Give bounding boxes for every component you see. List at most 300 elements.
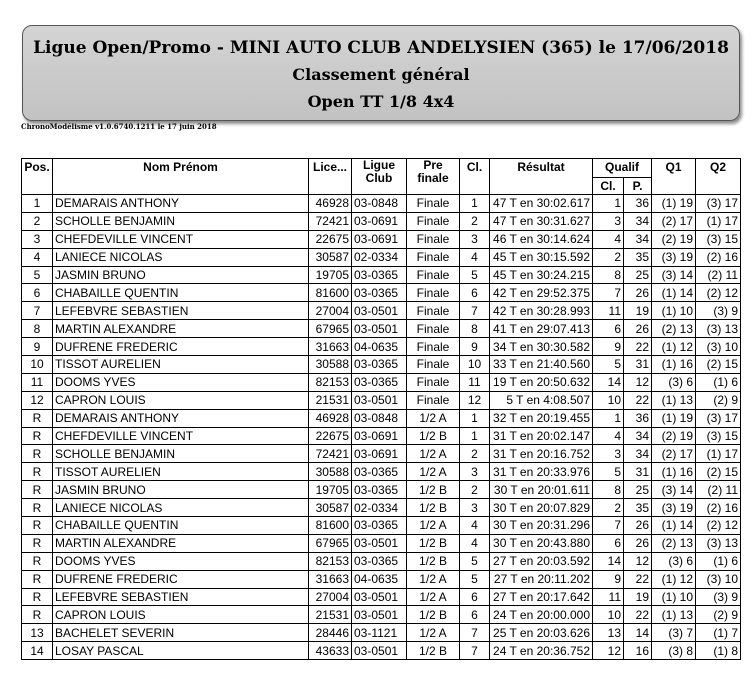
cell-prefinal: 1/2 A bbox=[407, 570, 460, 588]
cell-cl: 4 bbox=[460, 248, 490, 266]
cell-pos: R bbox=[22, 552, 53, 570]
table-row bbox=[22, 212, 741, 230]
cell-qualif-cl: 11 bbox=[593, 588, 624, 606]
cell-name: LANIECE NICOLAS bbox=[53, 248, 309, 266]
cell-name: MARTIN ALEXANDRE bbox=[53, 534, 309, 552]
cell-club: 03-0691 bbox=[352, 445, 407, 463]
table-row bbox=[22, 391, 741, 409]
cell-q2: (2) 16 bbox=[696, 248, 741, 266]
cell-result: 41 T en 29:07.413 bbox=[490, 320, 593, 338]
cell-prefinal: 1/2 B bbox=[407, 481, 460, 499]
cell-pos: 6 bbox=[22, 284, 53, 302]
cell-pos: 1 bbox=[22, 195, 53, 213]
cell-qualif-p: 34 bbox=[624, 445, 652, 463]
cell-name: LOSAY PASCAL bbox=[53, 642, 309, 660]
cell-club: 03-0501 bbox=[352, 320, 407, 338]
cell-q2: (3) 10 bbox=[696, 338, 741, 356]
cell-pos: 4 bbox=[22, 248, 53, 266]
cell-qualif-cl: 4 bbox=[593, 230, 624, 248]
cell-cl: 8 bbox=[460, 320, 490, 338]
col-licence: Lice... bbox=[309, 159, 352, 195]
cell-qualif-p: 36 bbox=[624, 195, 652, 213]
cell-result: 27 T en 20:11.202 bbox=[490, 570, 593, 588]
cell-club: 03-0365 bbox=[352, 356, 407, 374]
report-subtitle: Classement général bbox=[292, 65, 470, 84]
cell-result: 45 T en 30:15.592 bbox=[490, 248, 593, 266]
cell-prefinal: Finale bbox=[407, 230, 460, 248]
cell-q2: (2) 12 bbox=[696, 284, 741, 302]
cell-result: 42 T en 29:52.375 bbox=[490, 284, 593, 302]
cell-pos: 9 bbox=[22, 338, 53, 356]
cell-qualif-cl: 7 bbox=[593, 284, 624, 302]
cell-qualif-cl: 5 bbox=[593, 463, 624, 481]
cell-result: 30 T en 20:07.829 bbox=[490, 499, 593, 517]
cell-qualif-cl: 7 bbox=[593, 517, 624, 535]
cell-cl: 10 bbox=[460, 356, 490, 374]
cell-q1: (1) 10 bbox=[652, 302, 696, 320]
cell-qualif-p: 14 bbox=[624, 624, 652, 642]
cell-club: 04-0635 bbox=[352, 338, 407, 356]
cell-qualif-p: 25 bbox=[624, 481, 652, 499]
cell-prefinal: Finale bbox=[407, 373, 460, 391]
cell-licence: 30587 bbox=[309, 248, 352, 266]
table-row bbox=[22, 284, 741, 302]
cell-prefinal: Finale bbox=[407, 338, 460, 356]
cell-cl: 11 bbox=[460, 373, 490, 391]
cell-pos: 13 bbox=[22, 624, 53, 642]
cell-club: 04-0635 bbox=[352, 570, 407, 588]
cell-q2: (1) 6 bbox=[696, 552, 741, 570]
cell-prefinal: 1/2 B bbox=[407, 427, 460, 445]
cell-club: 03-0691 bbox=[352, 212, 407, 230]
cell-licence: 82153 bbox=[309, 373, 352, 391]
cell-prefinal: 1/2 A bbox=[407, 445, 460, 463]
cell-cl: 1 bbox=[460, 427, 490, 445]
cell-name: LEFEBVRE SEBASTIEN bbox=[53, 588, 309, 606]
report-category: Open TT 1/8 4x4 bbox=[307, 92, 455, 111]
cell-club: 03-1121 bbox=[352, 624, 407, 642]
software-credit: ChronoModélisme v1.0.6740.1211 le 17 juin 2018 bbox=[21, 122, 217, 131]
table-row bbox=[22, 373, 741, 391]
cell-licence: 22675 bbox=[309, 230, 352, 248]
cell-club: 03-0501 bbox=[352, 391, 407, 409]
cell-club: 03-0365 bbox=[352, 517, 407, 535]
cell-cl: 1 bbox=[460, 195, 490, 213]
cell-prefinal: Finale bbox=[407, 320, 460, 338]
cell-result: 30 T en 20:31.296 bbox=[490, 517, 593, 535]
cell-result: 19 T en 20:50.632 bbox=[490, 373, 593, 391]
table-row bbox=[22, 588, 741, 606]
cell-licence: 43633 bbox=[309, 642, 352, 660]
cell-licence: 72421 bbox=[309, 445, 352, 463]
cell-prefinal: 1/2 B bbox=[407, 642, 460, 660]
cell-result: 24 T en 20:36.752 bbox=[490, 642, 593, 660]
cell-prefinal: 1/2 B bbox=[407, 534, 460, 552]
cell-cl: 5 bbox=[460, 552, 490, 570]
cell-q2: (3) 17 bbox=[696, 195, 741, 213]
cell-q2: (2) 12 bbox=[696, 517, 741, 535]
cell-prefinal: Finale bbox=[407, 212, 460, 230]
cell-result: 45 T en 30:24.215 bbox=[490, 266, 593, 284]
cell-result: 47 T en 30:31.627 bbox=[490, 212, 593, 230]
cell-licence: 28446 bbox=[309, 624, 352, 642]
cell-prefinal: 1/2 B bbox=[407, 499, 460, 517]
cell-licence: 81600 bbox=[309, 517, 352, 535]
col-qualif-p: P. bbox=[624, 178, 652, 195]
cell-licence: 21531 bbox=[309, 606, 352, 624]
cell-qualif-p: 26 bbox=[624, 320, 652, 338]
cell-qualif-p: 31 bbox=[624, 356, 652, 374]
cell-q1: (1) 13 bbox=[652, 606, 696, 624]
cell-pos: R bbox=[22, 606, 53, 624]
cell-prefinal: Finale bbox=[407, 248, 460, 266]
cell-pos: 12 bbox=[22, 391, 53, 409]
cell-qualif-p: 19 bbox=[624, 588, 652, 606]
cell-q1: (3) 8 bbox=[652, 642, 696, 660]
cell-qualif-cl: 6 bbox=[593, 320, 624, 338]
cell-result: 31 T en 20:33.976 bbox=[490, 463, 593, 481]
table-row bbox=[22, 463, 741, 481]
table-row bbox=[22, 499, 741, 517]
cell-club: 02-0334 bbox=[352, 248, 407, 266]
cell-q2: (2) 15 bbox=[696, 356, 741, 374]
cell-q1: (2) 19 bbox=[652, 230, 696, 248]
cell-qualif-p: 26 bbox=[624, 517, 652, 535]
cell-q2: (3) 17 bbox=[696, 409, 741, 427]
cell-q2: (2) 11 bbox=[696, 481, 741, 499]
cell-cl: 12 bbox=[460, 391, 490, 409]
cell-prefinal: Finale bbox=[407, 356, 460, 374]
cell-q1: (1) 12 bbox=[652, 338, 696, 356]
table-row bbox=[22, 356, 741, 374]
cell-q1: (1) 16 bbox=[652, 463, 696, 481]
cell-club: 03-0501 bbox=[352, 534, 407, 552]
cell-prefinal: Finale bbox=[407, 302, 460, 320]
cell-cl: 3 bbox=[460, 230, 490, 248]
cell-qualif-cl: 10 bbox=[593, 391, 624, 409]
cell-club: 03-0848 bbox=[352, 195, 407, 213]
cell-name: DEMARAIS ANTHONY bbox=[53, 409, 309, 427]
cell-q1: (2) 13 bbox=[652, 534, 696, 552]
cell-qualif-p: 26 bbox=[624, 284, 652, 302]
table-row bbox=[22, 517, 741, 535]
col-result: Résultat bbox=[490, 159, 593, 195]
cell-qualif-cl: 11 bbox=[593, 302, 624, 320]
cell-q2: (2) 9 bbox=[696, 391, 741, 409]
cell-licence: 31663 bbox=[309, 338, 352, 356]
cell-qualif-p: 12 bbox=[624, 373, 652, 391]
cell-name: CHEFDEVILLE VINCENT bbox=[53, 230, 309, 248]
cell-cl: 6 bbox=[460, 588, 490, 606]
cell-name: DUFRENE FREDERIC bbox=[53, 338, 309, 356]
cell-licence: 67965 bbox=[309, 320, 352, 338]
cell-name: CHEFDEVILLE VINCENT bbox=[53, 427, 309, 445]
cell-qualif-p: 16 bbox=[624, 642, 652, 660]
cell-qualif-cl: 3 bbox=[593, 212, 624, 230]
cell-name: DUFRENE FREDERIC bbox=[53, 570, 309, 588]
cell-result: 33 T en 21:40.560 bbox=[490, 356, 593, 374]
cell-result: 27 T en 20:03.592 bbox=[490, 552, 593, 570]
cell-name: LANIECE NICOLAS bbox=[53, 499, 309, 517]
cell-q1: (3) 19 bbox=[652, 499, 696, 517]
cell-pos: R bbox=[22, 481, 53, 499]
cell-cl: 2 bbox=[460, 481, 490, 499]
cell-q2: (2) 11 bbox=[696, 266, 741, 284]
cell-cl: 4 bbox=[460, 534, 490, 552]
cell-pos: 5 bbox=[22, 266, 53, 284]
cell-q1: (2) 17 bbox=[652, 212, 696, 230]
cell-prefinal: 1/2 A bbox=[407, 463, 460, 481]
cell-cl: 1 bbox=[460, 409, 490, 427]
cell-q1: (3) 14 bbox=[652, 266, 696, 284]
cell-q1: (3) 7 bbox=[652, 624, 696, 642]
cell-prefinal: 1/2 A bbox=[407, 624, 460, 642]
table-row bbox=[22, 606, 741, 624]
table-row bbox=[22, 248, 741, 266]
cell-result: 24 T en 20:00.000 bbox=[490, 606, 593, 624]
table-row bbox=[22, 195, 741, 213]
cell-name: CAPRON LOUIS bbox=[53, 391, 309, 409]
cell-q1: (2) 13 bbox=[652, 320, 696, 338]
cell-prefinal: Finale bbox=[407, 195, 460, 213]
cell-licence: 21531 bbox=[309, 391, 352, 409]
cell-q1: (3) 6 bbox=[652, 552, 696, 570]
cell-qualif-cl: 13 bbox=[593, 624, 624, 642]
cell-qualif-p: 22 bbox=[624, 606, 652, 624]
cell-licence: 30587 bbox=[309, 499, 352, 517]
report-header bbox=[22, 25, 740, 121]
cell-result: 27 T en 20:17.642 bbox=[490, 588, 593, 606]
cell-qualif-p: 36 bbox=[624, 409, 652, 427]
cell-q1: (1) 10 bbox=[652, 588, 696, 606]
cell-licence: 72421 bbox=[309, 212, 352, 230]
cell-result: 32 T en 20:19.455 bbox=[490, 409, 593, 427]
cell-licence: 46928 bbox=[309, 409, 352, 427]
cell-qualif-cl: 12 bbox=[593, 642, 624, 660]
cell-q1: (1) 14 bbox=[652, 284, 696, 302]
cell-qualif-p: 22 bbox=[624, 570, 652, 588]
cell-q1: (1) 19 bbox=[652, 409, 696, 427]
cell-q1: (1) 14 bbox=[652, 517, 696, 535]
cell-qualif-p: 26 bbox=[624, 534, 652, 552]
cell-club: 03-0691 bbox=[352, 230, 407, 248]
cell-licence: 27004 bbox=[309, 588, 352, 606]
cell-name: JASMIN BRUNO bbox=[53, 481, 309, 499]
cell-qualif-p: 35 bbox=[624, 248, 652, 266]
table-row bbox=[22, 534, 741, 552]
col-q1: Q1 bbox=[652, 159, 696, 195]
table-row bbox=[22, 552, 741, 570]
table-row bbox=[22, 409, 741, 427]
cell-qualif-p: 19 bbox=[624, 302, 652, 320]
cell-q1: (1) 12 bbox=[652, 570, 696, 588]
cell-cl: 9 bbox=[460, 338, 490, 356]
cell-qualif-cl: 6 bbox=[593, 534, 624, 552]
cell-name: DEMARAIS ANTHONY bbox=[53, 195, 309, 213]
results-table bbox=[21, 158, 741, 660]
cell-cl: 2 bbox=[460, 212, 490, 230]
cell-qualif-cl: 14 bbox=[593, 373, 624, 391]
cell-qualif-p: 22 bbox=[624, 338, 652, 356]
cell-pos: 3 bbox=[22, 230, 53, 248]
cell-qualif-p: 22 bbox=[624, 391, 652, 409]
cell-qualif-cl: 3 bbox=[593, 445, 624, 463]
cell-result: 34 T en 30:30.582 bbox=[490, 338, 593, 356]
cell-cl: 6 bbox=[460, 284, 490, 302]
cell-club: 03-0365 bbox=[352, 373, 407, 391]
cell-q2: (3) 15 bbox=[696, 427, 741, 445]
cell-qualif-cl: 9 bbox=[593, 570, 624, 588]
cell-q1: (3) 19 bbox=[652, 248, 696, 266]
col-prefinal: Pre finale bbox=[407, 159, 460, 195]
cell-club: 03-0365 bbox=[352, 481, 407, 499]
cell-qualif-cl: 1 bbox=[593, 195, 624, 213]
cell-licence: 27004 bbox=[309, 302, 352, 320]
cell-result: 30 T en 20:43.880 bbox=[490, 534, 593, 552]
cell-cl: 7 bbox=[460, 302, 490, 320]
cell-result: 5 T en 4:08.507 bbox=[490, 391, 593, 409]
cell-qualif-cl: 5 bbox=[593, 356, 624, 374]
cell-qualif-cl: 8 bbox=[593, 266, 624, 284]
cell-club: 03-0501 bbox=[352, 588, 407, 606]
cell-name: SCHOLLE BENJAMIN bbox=[53, 445, 309, 463]
cell-pos: R bbox=[22, 409, 53, 427]
cell-pos: R bbox=[22, 427, 53, 445]
cell-qualif-cl: 14 bbox=[593, 552, 624, 570]
cell-name: DOOMS YVES bbox=[53, 373, 309, 391]
cell-cl: 4 bbox=[460, 517, 490, 535]
cell-pos: 7 bbox=[22, 302, 53, 320]
cell-club: 02-0334 bbox=[352, 499, 407, 517]
cell-prefinal: 1/2 A bbox=[407, 588, 460, 606]
cell-pos: 2 bbox=[22, 212, 53, 230]
col-qualif: Qualif bbox=[593, 159, 652, 178]
cell-q2: (3) 13 bbox=[696, 534, 741, 552]
cell-cl: 5 bbox=[460, 570, 490, 588]
cell-club: 03-0365 bbox=[352, 284, 407, 302]
cell-licence: 22675 bbox=[309, 427, 352, 445]
cell-q2: (3) 10 bbox=[696, 570, 741, 588]
col-qualif-cl: Cl. bbox=[593, 178, 624, 195]
cell-qualif-p: 25 bbox=[624, 266, 652, 284]
table-row bbox=[22, 445, 741, 463]
cell-qualif-p: 12 bbox=[624, 552, 652, 570]
cell-q2: (2) 16 bbox=[696, 499, 741, 517]
cell-licence: 30588 bbox=[309, 463, 352, 481]
cell-prefinal: 1/2 B bbox=[407, 606, 460, 624]
cell-cl: 2 bbox=[460, 445, 490, 463]
cell-qualif-cl: 9 bbox=[593, 338, 624, 356]
cell-q1: (3) 14 bbox=[652, 481, 696, 499]
cell-pos: R bbox=[22, 570, 53, 588]
cell-licence: 31663 bbox=[309, 570, 352, 588]
cell-qualif-cl: 10 bbox=[593, 606, 624, 624]
col-name: Nom Prénom bbox=[53, 159, 309, 195]
cell-q2: (3) 9 bbox=[696, 588, 741, 606]
col-club: Ligue Club bbox=[352, 159, 407, 195]
cell-pos: R bbox=[22, 499, 53, 517]
cell-qualif-p: 31 bbox=[624, 463, 652, 481]
cell-name: BACHELET SEVERIN bbox=[53, 624, 309, 642]
cell-q1: (1) 16 bbox=[652, 356, 696, 374]
cell-qualif-p: 34 bbox=[624, 212, 652, 230]
cell-licence: 46928 bbox=[309, 195, 352, 213]
cell-qualif-p: 34 bbox=[624, 230, 652, 248]
report-title: Ligue Open/Promo - MINI AUTO CLUB ANDELYSIEN (365) le 17/06/2018 bbox=[33, 38, 729, 58]
table-row bbox=[22, 266, 741, 284]
cell-name: TISSOT AURELIEN bbox=[53, 463, 309, 481]
cell-pos: R bbox=[22, 588, 53, 606]
cell-q2: (2) 15 bbox=[696, 463, 741, 481]
cell-club: 03-0691 bbox=[352, 427, 407, 445]
cell-name: TISSOT AURELIEN bbox=[53, 356, 309, 374]
cell-club: 03-0501 bbox=[352, 302, 407, 320]
cell-cl: 7 bbox=[460, 642, 490, 660]
cell-pos: 11 bbox=[22, 373, 53, 391]
cell-q2: (1) 8 bbox=[696, 642, 741, 660]
cell-pos: 14 bbox=[22, 642, 53, 660]
cell-club: 03-0365 bbox=[352, 266, 407, 284]
table-row bbox=[22, 320, 741, 338]
cell-q2: (3) 15 bbox=[696, 230, 741, 248]
cell-pos: R bbox=[22, 463, 53, 481]
cell-cl: 6 bbox=[460, 606, 490, 624]
cell-qualif-p: 35 bbox=[624, 499, 652, 517]
cell-pos: R bbox=[22, 517, 53, 535]
cell-prefinal: Finale bbox=[407, 284, 460, 302]
cell-club: 03-0501 bbox=[352, 642, 407, 660]
cell-prefinal: Finale bbox=[407, 266, 460, 284]
cell-cl: 3 bbox=[460, 499, 490, 517]
cell-q2: (1) 17 bbox=[696, 212, 741, 230]
cell-name: MARTIN ALEXANDRE bbox=[53, 320, 309, 338]
cell-q1: (3) 6 bbox=[652, 373, 696, 391]
cell-qualif-cl: 1 bbox=[593, 409, 624, 427]
cell-q1: (1) 19 bbox=[652, 195, 696, 213]
cell-result: 25 T en 20:03.626 bbox=[490, 624, 593, 642]
cell-q2: (1) 7 bbox=[696, 624, 741, 642]
cell-qualif-cl: 2 bbox=[593, 499, 624, 517]
cell-pos: 8 bbox=[22, 320, 53, 338]
cell-q1: (2) 17 bbox=[652, 445, 696, 463]
cell-result: 42 T en 30:28.993 bbox=[490, 302, 593, 320]
cell-name: SCHOLLE BENJAMIN bbox=[53, 212, 309, 230]
cell-result: 31 T en 20:02.147 bbox=[490, 427, 593, 445]
cell-licence: 19705 bbox=[309, 481, 352, 499]
cell-licence: 82153 bbox=[309, 552, 352, 570]
cell-result: 47 T en 30:02.617 bbox=[490, 195, 593, 213]
cell-prefinal: 1/2 B bbox=[407, 552, 460, 570]
cell-name: CHABAILLE QUENTIN bbox=[53, 517, 309, 535]
cell-name: JASMIN BRUNO bbox=[53, 266, 309, 284]
cell-pos: R bbox=[22, 445, 53, 463]
cell-result: 46 T en 30:14.624 bbox=[490, 230, 593, 248]
cell-q2: (3) 9 bbox=[696, 302, 741, 320]
cell-q2: (2) 9 bbox=[696, 606, 741, 624]
cell-q1: (1) 13 bbox=[652, 391, 696, 409]
table-row bbox=[22, 427, 741, 445]
cell-prefinal: 1/2 A bbox=[407, 517, 460, 535]
cell-q2: (1) 6 bbox=[696, 373, 741, 391]
col-pos: Pos. bbox=[22, 159, 53, 195]
table-row bbox=[22, 624, 741, 642]
cell-licence: 67965 bbox=[309, 534, 352, 552]
cell-q2: (1) 17 bbox=[696, 445, 741, 463]
col-q2: Q2 bbox=[696, 159, 741, 195]
cell-pos: 10 bbox=[22, 356, 53, 374]
cell-result: 30 T en 20:01.611 bbox=[490, 481, 593, 499]
col-cl: Cl. bbox=[460, 159, 490, 195]
